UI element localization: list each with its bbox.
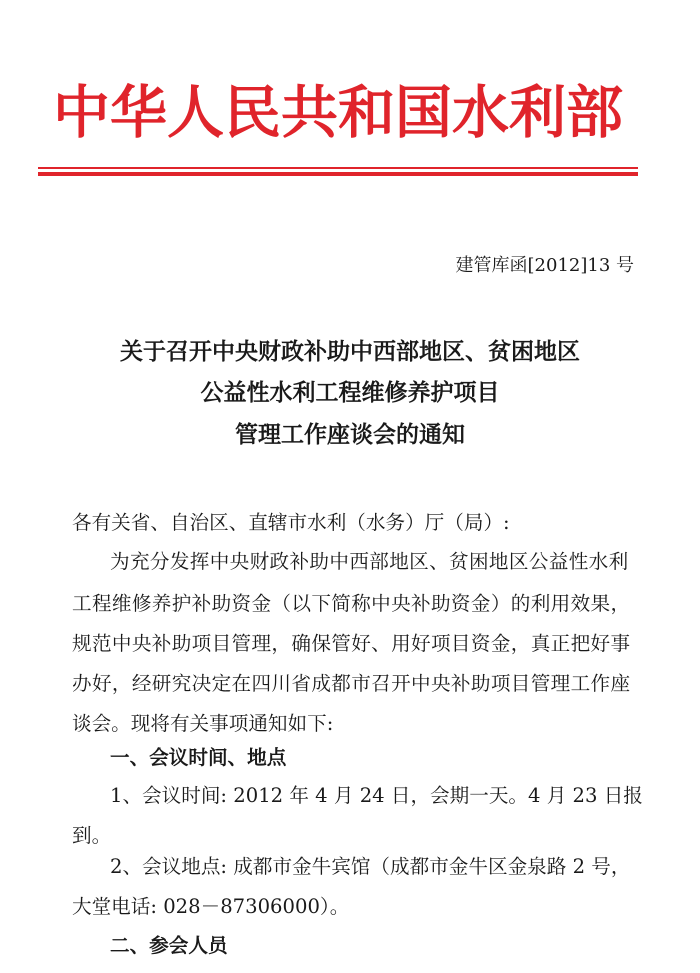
item-1-line-1: 1、会议时间: 2012 年 4 月 24 日，会期一天。4 月 23 日报 bbox=[110, 784, 643, 807]
item-2-line-1: 2、会议地点: 成都市金牛宾馆（成都市金牛区金泉路 2 号， bbox=[110, 855, 631, 878]
document-title-line-3: 管理工作座谈会的通知 bbox=[235, 422, 465, 448]
section-1-heading: 一、会议时间、地点 bbox=[110, 746, 287, 769]
item-1-line-2: 到。 bbox=[72, 824, 112, 847]
document-title-line-2: 公益性水利工程维修养护项目 bbox=[200, 380, 500, 406]
ministry-letterhead: 中华人民共和国水利部 bbox=[53, 80, 623, 146]
document-number: 建管库函[2012]13 号 bbox=[455, 255, 634, 276]
paragraph-line-4: 办好，经研究决定在四川省成都市召开中央补助项目管理工作座 bbox=[72, 672, 631, 695]
item-2-line-2: 大堂电话: 028－87306000）。 bbox=[72, 895, 350, 918]
paragraph-line-2: 工程维修养护补助资金（以下简称中央补助资金）的利用效果， bbox=[72, 592, 631, 615]
section-2-heading: 二、参会人员 bbox=[110, 934, 228, 957]
letterhead-rule-thick bbox=[38, 172, 638, 176]
paragraph-line-3: 规范中央补助项目管理，确保管好、用好项目资金，真正把好事 bbox=[72, 632, 631, 655]
paragraph-line-5: 谈会。现将有关事项通知如下: bbox=[72, 712, 334, 735]
salutation: 各有关省、自治区、直辖市水利（水务）厅（局）: bbox=[72, 511, 510, 534]
document-title-line-1: 关于召开中央财政补助中西部地区、贫困地区 bbox=[120, 339, 580, 365]
letterhead-rule-thin bbox=[38, 167, 638, 169]
paragraph-line-1: 为充分发挥中央财政补助中西部地区、贫困地区公益性水利 bbox=[110, 550, 629, 573]
